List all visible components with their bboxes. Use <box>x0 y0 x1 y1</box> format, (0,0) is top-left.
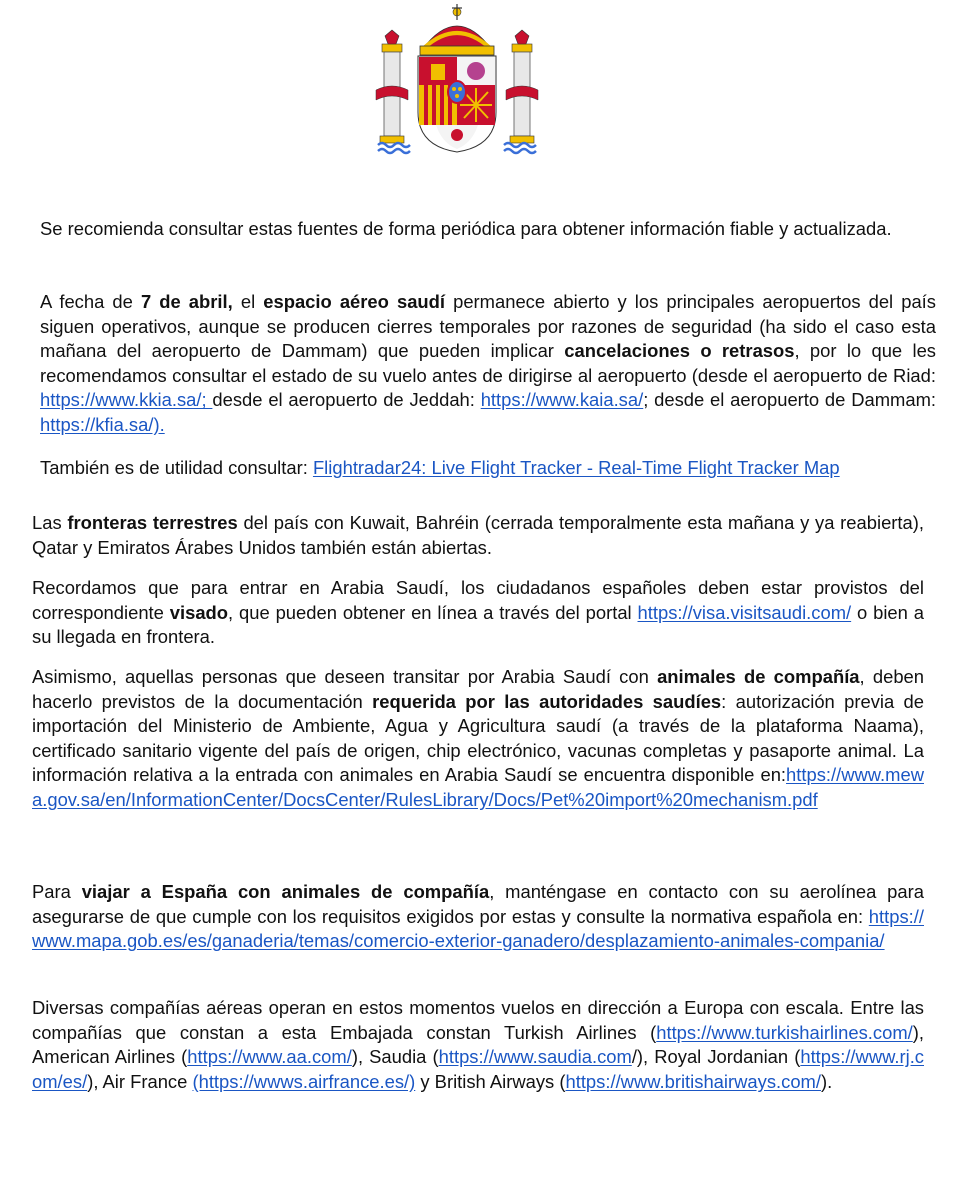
bold-text: fronteras terrestres <box>67 512 238 533</box>
paragraph-airspace <box>40 290 936 437</box>
bold-text: espacio aéreo saudí <box>263 291 446 312</box>
link-turkish-airlines[interactable]: https://www.turkishairlines.com/ <box>656 1021 913 1043</box>
text: , deben hacerlo previstos de la documentación <box>32 666 925 712</box>
coat-of-arms-icon <box>372 4 542 156</box>
text: ). <box>820 1070 833 1092</box>
text: permanece abierto y los principales aeropuertos del país siguen operativos, aunque se producen cierres temporales por razones de seguridad (ha sido el caso esta mañana del aeropuerto de Dammam) que pueden implicar <box>40 291 936 361</box>
paragraph-pets-spain <box>32 880 924 954</box>
bold-text: 7 de abril, <box>140 291 233 312</box>
paragraph-sources <box>40 217 936 242</box>
text: Asimismo, aquellas personas que deseen transitar por Arabia Saudí con <box>32 666 658 687</box>
paragraph-visa <box>32 576 924 650</box>
text: También es de utilidad consultar: <box>40 457 313 478</box>
text: Recordamos que para entrar en Arabia Saudí, los ciudadanos españoles deben estar provistos del correspondiente <box>32 577 924 623</box>
text: y British Airways ( <box>415 1070 566 1092</box>
bold-text: visado <box>169 601 229 623</box>
link-saudia[interactable]: https://www.saudia.com <box>438 1046 632 1067</box>
shield-icon <box>418 56 496 152</box>
link-air-france[interactable]: (https://wwws.airfrance.es/) <box>192 1070 416 1092</box>
text: Diversas compañías aéreas operan en estos momentos vuelos en dirección a Europa con escala. Entre las compañías que constan a esta Embajada constan Turkish Airlines ( <box>32 997 924 1043</box>
text: desde el aeropuerto de Jeddah: <box>212 389 481 410</box>
text: A fecha de <box>40 291 141 312</box>
text: : autorización previa de importación del Ministerio de Ambiente, Agua y Agricultura saudí (a través de la plataforma Naama), certificado sanitario vigente del país de origen, chip electrónico, vacunas completas y pasaporte animal. La información relativa a la entrada con animales en Arabia Saudí se encuentra disponible en: <box>32 690 924 785</box>
paragraph-airlines <box>32 996 924 1094</box>
text: Se recomienda consultar estas fuentes de forma periódica para obtener información fiable y actualizada. <box>40 218 892 239</box>
text: el <box>232 291 264 312</box>
link-british-airways[interactable]: https://www.britishairways.com/ <box>565 1070 821 1092</box>
text: , manténgase en contacto con su aerolínea para asegurarse de que cumple con los requisitos exigidos por estas y consulte la normativa española en: <box>32 881 924 927</box>
text: Para <box>32 881 82 902</box>
text: ), American Airlines ( <box>32 1021 924 1067</box>
text: , por lo que les recomendamos consultar el estado de su vuelo antes de dirigirse al aeropuerto (desde el aeropuerto de Riad: <box>40 340 936 386</box>
text: ), Saudia ( <box>351 1046 439 1067</box>
bold-text: viajar a España con animales de compañía <box>81 881 490 902</box>
link-visa-visitsaudi[interactable]: https://visa.visitsaudi.com/ <box>637 601 852 623</box>
text: /), Royal Jordanian ( <box>631 1046 801 1067</box>
link-kkia[interactable]: https://www.kkia.sa/; <box>40 389 213 410</box>
link-mapa-desplazamiento[interactable]: https://www.mapa.gob.es/es/ganaderia/temas/comercio-exterior-ganadero/desplazamiento-animales-compania/ <box>32 905 924 951</box>
link-kaia[interactable]: https://www.kaia.sa/ <box>480 389 644 410</box>
text: ), Air France <box>87 1070 193 1092</box>
bold-text: cancelaciones o retrasos <box>564 340 795 361</box>
bold-text: animales de compañía <box>657 666 860 687</box>
link-american-airlines[interactable]: https://www.aa.com/ <box>187 1046 352 1067</box>
link-royal-jordanian[interactable]: https://www.rj.com/es/ <box>32 1046 924 1092</box>
text: o bien a su llegada en frontera. <box>32 601 924 647</box>
text: , que pueden obtener en línea a través del portal <box>228 601 638 623</box>
link-mewa-pet-import[interactable]: https://www.mewa.gov.sa/en/InformationCenter/DocsCenter/RulesLibrary/Docs/Pet%20import%20mechanism.pdf <box>32 764 924 810</box>
paragraph-pets-saudi <box>32 665 924 812</box>
link-flightradar24[interactable]: Flightradar24: Live Flight Tracker - Real-Time Flight Tracker Map <box>312 457 840 478</box>
text: del país con Kuwait, Bahréin (cerrada temporalmente esta mañana y ya reabierta), Qatar y Emiratos Árabes Unidos también están abiertas. <box>32 512 924 558</box>
text: ; desde el aeropuerto de Dammam: <box>643 389 937 410</box>
paragraph-borders <box>32 511 924 560</box>
crown-icon <box>420 4 494 55</box>
text: Las <box>32 512 68 533</box>
paragraph-flightradar <box>40 456 936 481</box>
link-kfia[interactable]: https://kfia.sa/). <box>40 413 165 435</box>
bold-text: requerida por las autoridades saudíes <box>372 690 722 712</box>
